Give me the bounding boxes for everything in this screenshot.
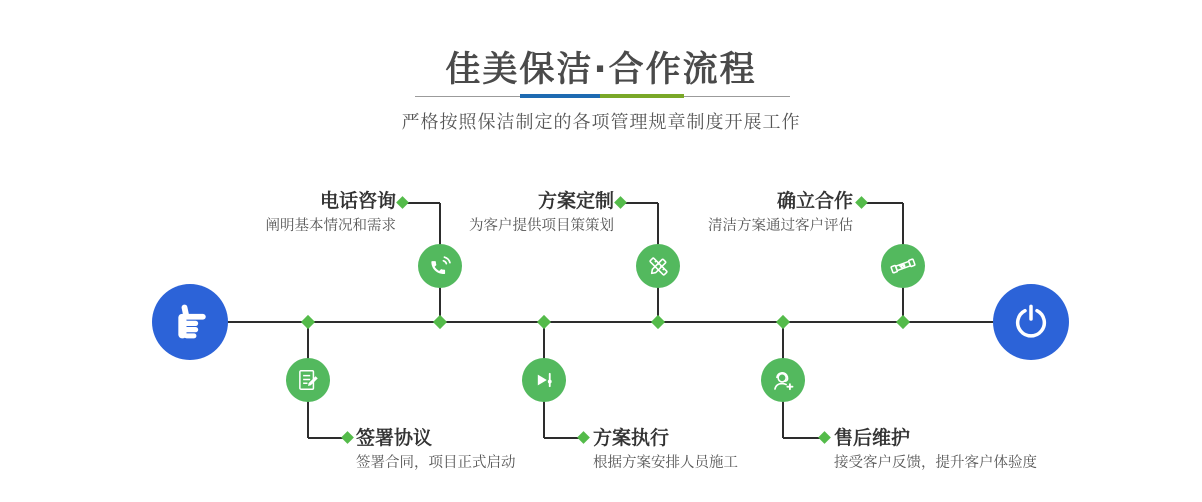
step-title: 确立合作 [776, 190, 853, 212]
timeline-node-diamond [776, 315, 790, 329]
step-node-sign-agreement [286, 358, 330, 402]
step-desc: 签署合同，项目正式启动 [356, 455, 516, 471]
step-desc: 清洁方案通过客户评估 [708, 218, 853, 234]
power-icon [1011, 302, 1051, 342]
step-title: 方案定制 [537, 190, 614, 212]
document-pencil-icon [295, 367, 321, 393]
step-confirm-cooperation [708, 190, 853, 235]
step-node-after-sales [761, 358, 805, 402]
flow-start-node [152, 284, 228, 360]
phone-icon [427, 253, 454, 280]
pointing-hand-icon [169, 301, 211, 343]
flow-end-node [993, 284, 1069, 360]
step-phone-consult [266, 190, 397, 235]
label-diamond [855, 196, 868, 209]
step-desc: 阐明基本情况和需求 [265, 218, 396, 234]
page-subtitle: 严格按照保洁制定的各项管理规章制度开展工作 [401, 112, 801, 133]
timeline-node-diamond [433, 315, 447, 329]
step-title: 签署协议 [356, 427, 433, 449]
label-diamond [396, 196, 409, 209]
timeline-node-diamond [896, 315, 910, 329]
step-node-confirm-cooperation [881, 244, 925, 288]
step-node-phone-consult [418, 244, 462, 288]
label-diamond [341, 431, 354, 444]
step-title: 方案执行 [593, 427, 670, 449]
label-diamond [614, 196, 627, 209]
step-plan-execution [593, 427, 738, 472]
play-slider-icon [531, 367, 557, 393]
handshake-icon [889, 252, 917, 280]
timeline-node-diamond [537, 315, 551, 329]
label-diamond [818, 431, 831, 444]
title-divider-green-segment [600, 94, 684, 98]
step-title: 售后维护 [834, 427, 911, 449]
customer-service-icon [770, 367, 797, 394]
pencil-ruler-icon [645, 253, 672, 280]
step-desc: 根据方案安排人员施工 [593, 455, 738, 471]
label-diamond [577, 431, 590, 444]
step-after-sales [834, 427, 1037, 472]
timeline-node-diamond [301, 315, 315, 329]
step-desc: 接受客户反馈，提升客户体验度 [834, 455, 1037, 471]
step-desc: 为客户提供项目策策划 [469, 218, 614, 234]
step-node-plan-execution [522, 358, 566, 402]
step-sign-agreement [356, 427, 516, 472]
title-divider-blue-segment [520, 94, 600, 98]
timeline-node-diamond [651, 315, 665, 329]
step-plan-customize [469, 190, 614, 235]
page-title: 佳美保洁·合作流程 [445, 50, 757, 90]
step-node-plan-customize [636, 244, 680, 288]
step-title: 电话咨询 [319, 190, 396, 212]
